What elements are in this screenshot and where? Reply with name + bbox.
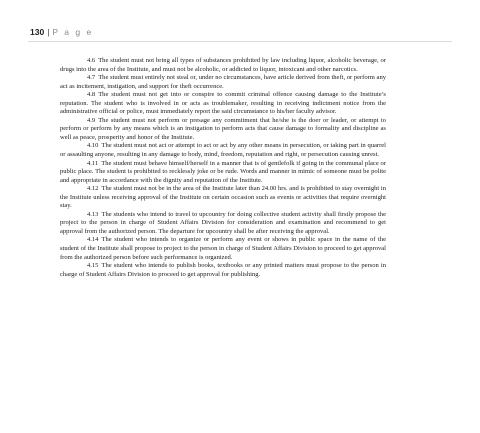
clause-text: The student who intends to publish books, textbooks or any printed matters must propose to the person in charge of Student Affairs Division to proceed to get approval for publishing. xyxy=(60,262,386,278)
clause-number: 4.7 xyxy=(87,74,96,82)
clause-4-13 xyxy=(60,211,386,237)
clause-number: 4.12 xyxy=(87,185,99,193)
clause-text: The student must behave himself/herself in a manner that is of gentlefolk if going in the communal place or public place. The student is prohibited to recklessly joke or be rude. Words and manner in mimic of someone must be polite and appropriate in accordance with the dignity and reputation of the Institute. xyxy=(60,159,386,184)
clause-4-9 xyxy=(60,117,386,143)
header-rule xyxy=(28,41,452,42)
clause-4-10 xyxy=(60,142,386,159)
page-label: P a g e xyxy=(52,27,94,37)
clause-4-14 xyxy=(60,236,386,262)
clause-number: 4.14 xyxy=(87,236,99,244)
page-header xyxy=(30,27,93,37)
clause-text: The student must not be in the area of the Institute later than 24.00 hrs. and is prohibited to stay overnight in the Institute unless receiving approval of the Institute on certain occasion such as events or activities that require overnight stay. xyxy=(60,185,386,210)
clause-text: The student must not bring all types of substances prohibited by law including liquor, alcoholic beverage, or drugs into the area of the Institute, and must not be alcoholic, or addicted to liquor, intoxicant and other narcotics. xyxy=(60,57,386,73)
clause-4-7 xyxy=(60,74,386,91)
clause-text: The student must not act or attempt to act or act by any other means in persecution, or taking part in quarrel or assaulting anyone, resulting in any damage to body, mind, freedom, reputation and right, or persecution causing unrest. xyxy=(60,142,386,159)
page-number: 130 xyxy=(30,27,45,37)
clause-number: 4.9 xyxy=(87,116,96,124)
clause-text: The students who intend to travel to upcountry for doing collective student activity shall firstly propose the project to the person in charge of Student Affairs Division for consideration and examination and recommend to get approval from the authorized person. The departure for upcountry shall be after receiving the approval. xyxy=(60,210,386,235)
clause-number: 4.11 xyxy=(87,159,99,167)
clause-text: The student must not perform or presage any commitment that he/she is the doer or leader, or attempt to perform or perform by any means which is an instigation to perform acts that cause damage to formality and discipline as well as peace, prosperity and honor of the Institute. xyxy=(60,116,386,141)
clause-number: 4.15 xyxy=(87,262,99,270)
clause-number: 4.8 xyxy=(87,91,96,99)
clause-text: The student who intends to organize or perform any event or shows in public space in the name of the student of the Institute shall propose to project to the person in charge of Student Affairs Division to proceed to get approval from the authorized person before such performance is organized. xyxy=(60,236,386,261)
clause-text: The student must entirely not steal or, under no circumstances, have article derived from theft, or perform any act as incitement, instigation, and support for theft occurrence. xyxy=(60,74,386,90)
clause-text: The student must not get into or conspire to commit criminal offence causing damage to the Institute’s reputation. The student who is involved in or acts as troublemaker, resulting in receiving indictment notice from the administrative official or police, must immediately report the said circumstance to his/her faculty advisor. xyxy=(60,91,386,116)
clause-number: 4.6 xyxy=(87,57,96,64)
clause-number: 4.10 xyxy=(87,142,99,150)
header-separator: | xyxy=(47,27,50,37)
document-body xyxy=(60,57,386,279)
clause-4-11 xyxy=(60,160,386,186)
clause-4-15 xyxy=(60,262,386,279)
clause-4-6 xyxy=(60,57,386,74)
clause-number: 4.13 xyxy=(87,210,99,218)
clause-4-8 xyxy=(60,91,386,117)
clause-4-12 xyxy=(60,185,386,211)
